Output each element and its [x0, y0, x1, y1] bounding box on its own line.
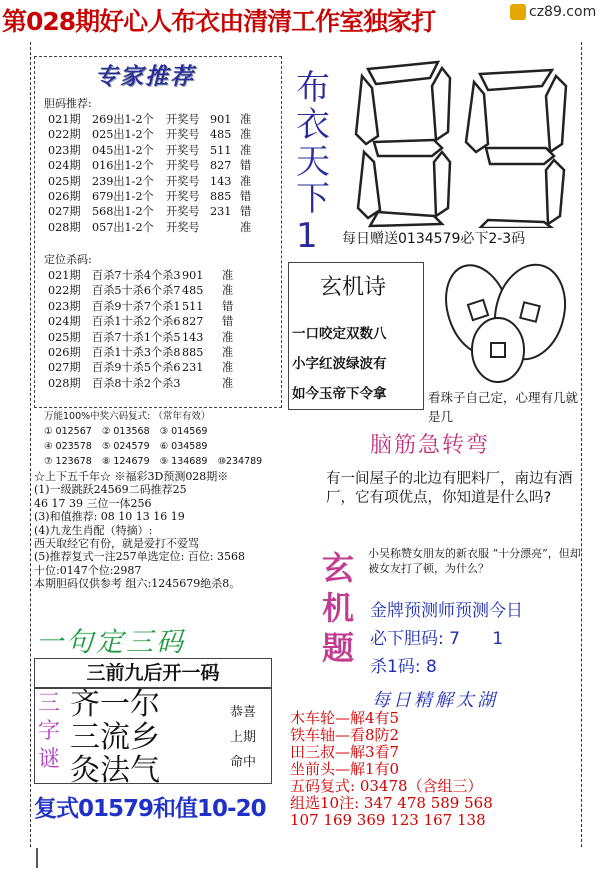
table-row: 025期 百杀7十杀1个杀5 143 准	[48, 330, 234, 344]
forecast-block	[34, 470, 320, 618]
site-logo-text: cz89.com	[529, 4, 597, 20]
corner-mark	[36, 848, 38, 868]
table-row: 028期 057出1-2个 开奖号 准	[48, 220, 252, 234]
table-row: 026期 679出1-2个 开奖号 885 错	[48, 190, 252, 204]
daily-gift: 每日赠送0134579必下2-3码	[342, 231, 526, 247]
forecast-line: 西天取经它有份，就是爱打不爱骂	[34, 537, 199, 551]
list-item: 坐前头—解1有0	[290, 760, 400, 778]
yiju-title: 一句定三码	[36, 627, 186, 658]
forecast-line: ☆上下五千年☆ ※福彩3D预测028期※	[34, 470, 229, 483]
list-item: 107 169 369 123 167 138	[290, 811, 486, 829]
table-row: 024期 百杀1十杀2个杀6 827 错	[48, 315, 234, 329]
expert-title: 专家推荐	[95, 64, 195, 90]
table-row: 023期 045出1-2个 开奖号 511 准	[48, 143, 252, 157]
fushi-line: 复式01579和值10-20	[34, 796, 266, 822]
logo-icon	[510, 4, 526, 20]
table-row: 027期 百杀9十杀5个杀6 231 准	[48, 361, 234, 375]
sha-ma: 杀1码: 8	[370, 657, 437, 677]
dan-table	[48, 112, 251, 235]
page-title: 第028期好心人布衣由清清工作室独家打	[2, 7, 436, 36]
list-item: 木车轮—解4有5	[290, 709, 400, 727]
sanzi-vertical: 三 字 谜	[37, 691, 60, 772]
riddle-question: 有一间屋子的北边有肥料厂，南边有酒厂，它有项优点，你知道是什么吗?	[326, 471, 573, 506]
forecast-line: 本期胆码仅供参考 组六:1245679绝杀8。	[34, 577, 241, 591]
poem-line: 小字红波绿波有	[292, 356, 387, 372]
list-item: 田三叔—解3看7	[290, 743, 400, 761]
table-row: 025期 239出1-2个 开奖号 143 准	[48, 174, 252, 188]
list-item: 铁车轴—看8防2	[290, 726, 400, 744]
table-row: 021期 百杀7十杀4个杀3 901 准	[48, 269, 234, 282]
dingwei-table	[48, 268, 233, 391]
table-row: 021期 269出1-2个 开奖号 901 准	[48, 113, 252, 126]
table-row: 022期 百杀5十杀6个杀7 485 准	[48, 284, 234, 298]
table-row: 022期 025出1-2个 开奖号 485 准	[48, 128, 252, 142]
sanzi-poem: 齐一尔 三流乡 灸法气	[70, 687, 160, 788]
segment-digits-graphic	[338, 44, 588, 228]
zhuzi-hint: 看珠子自己定，心理有几就是几	[428, 390, 579, 424]
xuanji-poem-title: 玄机诗	[320, 275, 387, 300]
taihu-title: 每日精解太湖	[372, 690, 498, 711]
dingwei-label: 定位杀码:	[44, 253, 92, 266]
site-logo[interactable]	[510, 0, 598, 24]
table-row: 026期 百杀1十杀3个杀8 885 准	[48, 346, 234, 360]
bixia-dan: 必下胆码: 7 1	[370, 629, 504, 649]
xuanji-question: 小吴称赞女朋友的新衣服 “十分漂亮”，但却被女友打了顿，为什么？	[368, 547, 581, 575]
table-row: 023期 百杀9十杀7个杀1 511 错	[48, 299, 234, 313]
riddle-title: 脑筋急转弯	[370, 433, 491, 458]
gongxi-note: 恭喜 上期 命中	[229, 705, 256, 770]
yiju-banner: 三前九后开一码	[34, 658, 272, 688]
forecast-line: 十位:0147个位:2987	[34, 563, 142, 577]
fuyi-vertical-title: 布 衣 天 下 1	[296, 68, 330, 256]
six-code-grid: ① 012567 ② 013568 ③ 014569 ④ 023578 ⑤ 024579 ⑥ 034589 ⑦ 123678 ⑧ 124679 ⑨ 134689 ⑩234789	[44, 426, 263, 467]
xuanji-ti-vertical: 玄 机 题	[322, 549, 355, 667]
table-row: 024期 016出1-2个 开奖号 827 错	[48, 159, 252, 173]
list-item: 组选10注: 347 478 589 568	[290, 794, 493, 812]
gold-label: 金牌预测师预测今日	[370, 601, 523, 621]
forecast-line: (3)和值推荐: 08 10 13 16 19	[34, 510, 185, 524]
table-row: 028期 百杀8十杀2个杀3 准	[48, 376, 234, 390]
forecast-line: (4)九龙生肖配（特摘）:	[34, 523, 153, 537]
six-code-label: 万能100%中奖六码复式: （常年有效）	[44, 411, 211, 422]
forecast-line: (5)推荐复式一注257单选定位: 百位: 3568	[34, 550, 245, 564]
dan-label: 胆码推荐:	[44, 97, 92, 110]
poem-line: 如今玉帝下令拿	[292, 386, 387, 402]
table-row: 027期 568出1-2个 开奖号 231 错	[48, 205, 252, 219]
list-item: 五码复式: 03478（含组三）	[290, 777, 483, 795]
taihu-list	[290, 710, 590, 829]
forecast-line: 46 17 39 三位一体256	[34, 496, 152, 510]
poem-line: 一口咬定双数八	[292, 326, 387, 342]
forecast-line: (1)一级跳跃24569二码推荐25	[34, 483, 187, 497]
coins-graphic	[426, 254, 590, 386]
